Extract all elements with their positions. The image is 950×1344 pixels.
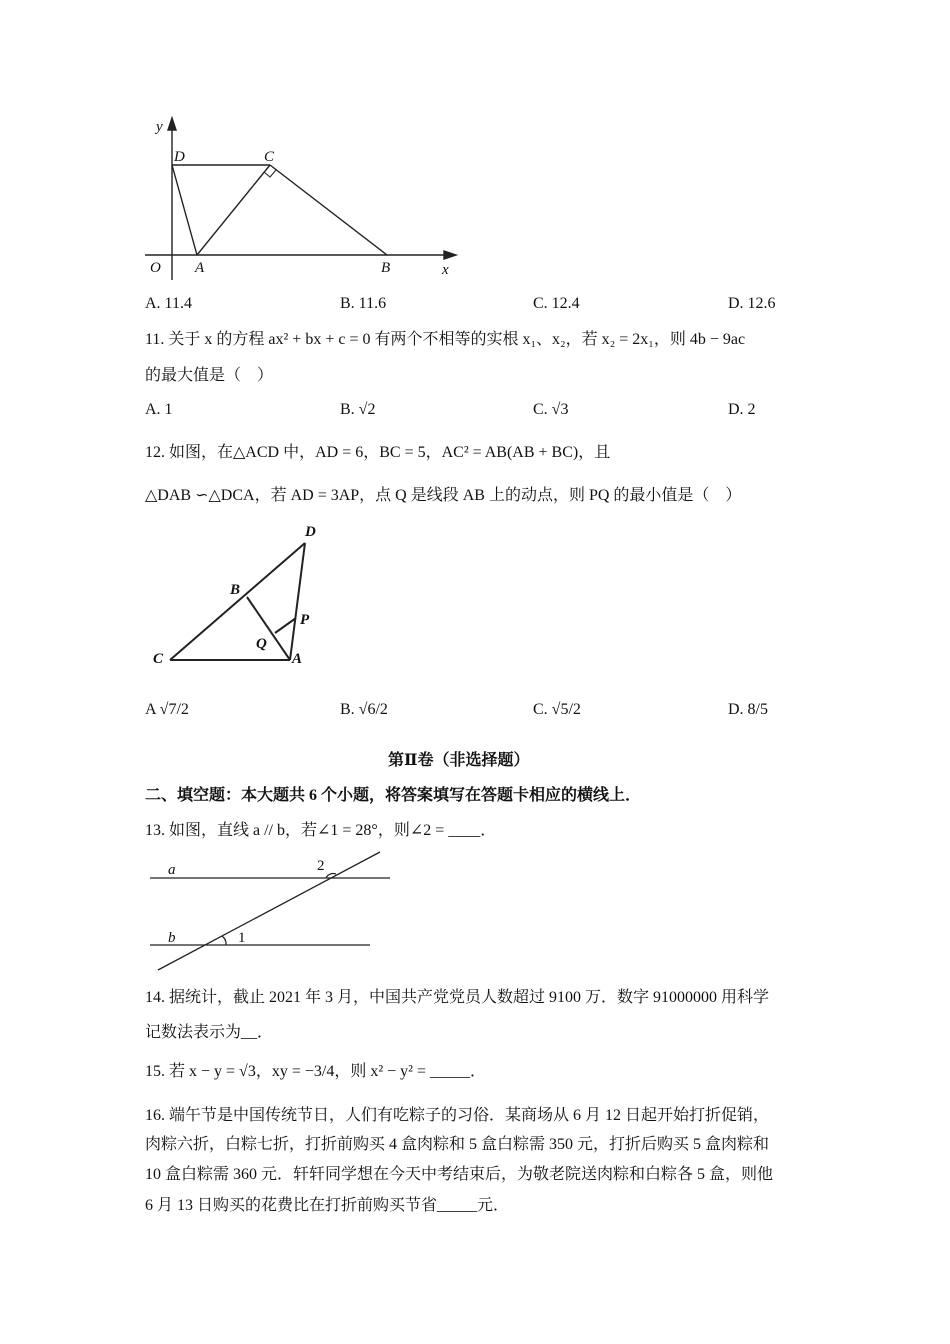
q10-label-B: B: [381, 260, 391, 276]
q12-label-A: A: [292, 651, 303, 667]
q10-label-A: A: [195, 260, 205, 276]
q11-option-c: C. √3: [533, 401, 569, 418]
q12-option-c: C. √5/2: [533, 701, 581, 718]
q15-text: 15. 若 x − y = √3，xy = −3/4，则 x² − y² = _____．: [145, 1063, 486, 1080]
q12-label-B: B: [230, 582, 241, 598]
q12-line2: △DAB ∽△DCA，若 AD = 3AP，点 Q 是线段 AB 上的动点，则 PQ 的最小值是（ ）: [145, 487, 742, 504]
q10-label-O: O: [150, 260, 161, 276]
figure-q13: [150, 852, 390, 970]
q10-label-x: x: [442, 262, 449, 278]
section2-title: 第Ⅱ卷（非选择题）: [388, 752, 530, 769]
q10-label-y: y: [156, 119, 163, 135]
q13-label-a: a: [168, 862, 176, 878]
q10-option-a: A. 11.4: [145, 295, 192, 312]
q11-option-b: B. √2: [340, 401, 376, 418]
q14-line1: 14. 据统计，截止 2021 年 3 月，中国共产党党员人数超过 9100 万．数字 91000000 用科学: [145, 989, 770, 1006]
q16-line3: 10 盒白粽需 360 元．轩轩同学想在今天中考结束后，为敬老院送肉粽和白粽各 5 盒，则他: [145, 1166, 774, 1183]
q12-line1: 12. 如图，在△ACD 中，AD = 6，BC = 5，AC² = AB(AB + BC)，且: [145, 444, 611, 461]
q10-option-c: C. 12.4: [533, 295, 580, 312]
figure-q12: [170, 543, 305, 660]
section2-heading: 二、填空题：本大题共 6 个小题，将答案填写在答题卡相应的横线上．: [145, 787, 642, 804]
q14-line2: 记数法表示为__．: [145, 1024, 274, 1041]
q13-label-angle1: 1: [238, 930, 246, 946]
q11-option-d: D. 2: [728, 401, 756, 418]
q13-label-angle2: 2: [317, 858, 325, 874]
q11-line2: 的最大值是（ ）: [145, 367, 274, 384]
figure-q10: [145, 118, 456, 280]
q11-line1: 11. 关于 x 的方程 ax² + bx + c = 0 有两个不相等的实根 x₁、x₂，若 x₂ = 2x₁，则 4b − 9ac: [145, 331, 746, 348]
q10-label-C: C: [264, 149, 275, 165]
q12-option-a: A √7/2: [145, 701, 189, 718]
q16-line1: 16. 端午节是中国传统节日，人们有吃粽子的习俗．某商场从 6 月 12 日起开始打折促销，: [145, 1107, 770, 1124]
q10-option-d: D. 12.6: [728, 295, 776, 312]
q10-option-b: B. 11.6: [340, 295, 387, 312]
q16-line2: 肉粽六折，白粽七折，打折前购买 4 盒肉粽和 5 盒白粽需 350 元，打折后购买 5 盒肉粽和: [145, 1136, 770, 1153]
q10-label-D: D: [174, 149, 185, 165]
q12-label-D: D: [305, 524, 316, 540]
q13-label-b: b: [168, 930, 176, 946]
q11-option-a: A. 1: [145, 401, 173, 418]
q12-option-b: B. √6/2: [340, 701, 388, 718]
q12-label-Q: Q: [256, 636, 267, 652]
q12-label-P: P: [300, 612, 310, 628]
q13-text: 13. 如图，直线 a // b，若∠1 = 28°，则∠2 = ____．: [145, 822, 497, 839]
q12-label-C: C: [153, 651, 164, 667]
q12-option-d: D. 8/5: [728, 701, 768, 718]
q16-line4: 6 月 13 日购买的花费比在打折前购买节省_____元．: [145, 1197, 510, 1214]
